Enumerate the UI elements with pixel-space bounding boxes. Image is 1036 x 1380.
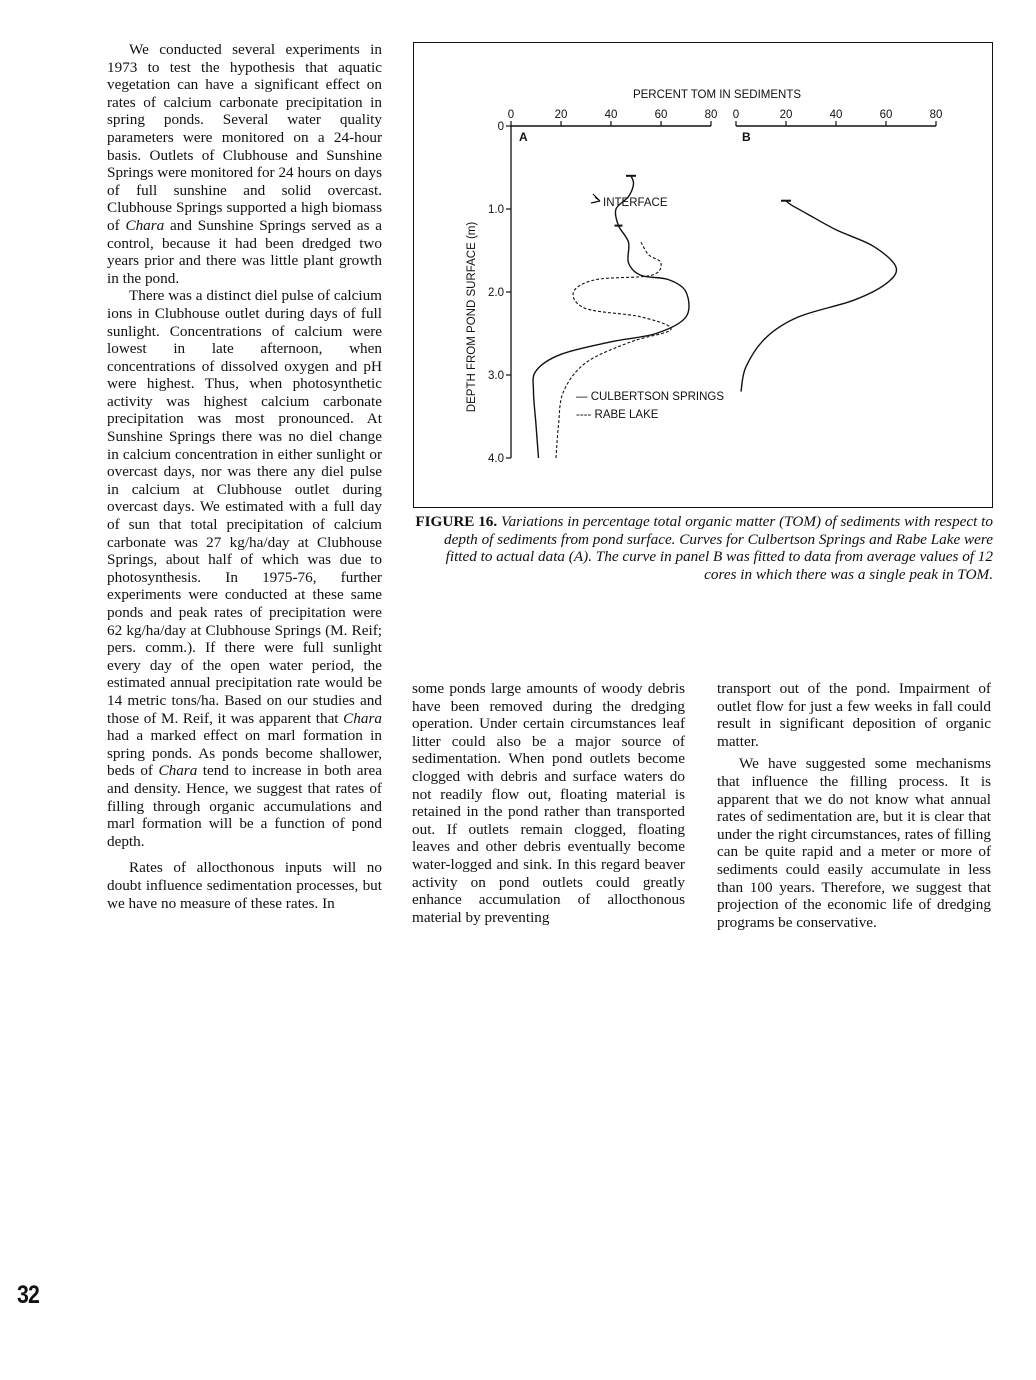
axes	[488, 109, 942, 465]
paragraph-experiments: We conducted several experiments in 1973 to test the hypothesis that aquatic vegetation can have a significant effect on rates of calcium carbonate precipitation in spring ponds. Several water quality parameters were monitored on a 24-hour basis. Outlets of Clubhouse and Sunshine Springs were monitored for 24 hours on days of full sunshine and solid overcast. Clubhouse Springs supported a high biomass of Chara and Sunshine Springs served as a control, because it had been dredged two years prior and there was little plant growth in the pond.	[107, 41, 382, 287]
paragraph-outlet-flow: transport out of the pond. Impairment of outlet flow for just a few weeks in fall could result in significant deposition of organic matter.	[717, 680, 991, 750]
figure-caption	[415, 513, 993, 583]
y-axis-label: DEPTH FROM POND SURFACE (m)	[466, 221, 478, 413]
x-tick-label: 40	[604, 109, 618, 121]
series-line	[741, 201, 896, 392]
y-tick-label: 1.0	[488, 204, 504, 216]
x-tick-label: 20	[779, 109, 793, 121]
interface-annotation: INTERFACE	[603, 197, 668, 209]
x-tick-label: 80	[704, 109, 718, 121]
figure-label: FIGURE 16.	[415, 513, 498, 530]
y-tick-label: 2.0	[488, 287, 504, 299]
tom-depth-chart	[414, 43, 994, 509]
left-text-column	[107, 41, 382, 912]
x-tick-label: 60	[654, 109, 668, 121]
paragraph-allocthonous: Rates of allocthonous inputs will no doubt influence sedimentation processes, but we have no measure of these rates. In	[107, 859, 382, 912]
x-tick-label: 80	[929, 109, 943, 121]
paragraph-mechanisms: We have suggested some mechanisms that influence the filling process. It is apparent that we do not know what annual rates of sedimentation are, but it is clear that under the right circumstances, rates of filling can be quite rapid and a meter or more of sediments could easily accumulate in less than 100 years. Therefore, we suggest that projection of the economic life of dredging programs be conservative.	[717, 755, 991, 931]
y-tick-label: 4.0	[488, 453, 504, 465]
panel-label: A	[519, 130, 528, 144]
interface-arrow	[591, 194, 600, 203]
figure-16	[413, 42, 993, 508]
paragraph-debris: some ponds large amounts of woody debris have been removed during the dredging operation. Under certain circumstances leaf litter could also be a major source of sedimentation. When pond outlets become clogged with debris and surface waters do not readily flow out, floating material is retained in the pond rather than transported out. If outlets remain clogged, floating leaves and other debris eventually become water-logged and sink. In this regard beaver activity on pond outlets could greatly enhance accumulation of allocthonous material by preventing	[412, 680, 685, 926]
x-tick-label: 0	[507, 109, 515, 121]
middle-text-column	[412, 680, 685, 926]
legend-rabe: ---- RABE LAKE	[576, 409, 659, 421]
y-tick-label: 3.0	[488, 370, 504, 382]
page-number: 32	[17, 1281, 39, 1309]
right-text-column	[717, 680, 991, 931]
paragraph-diel-pulse: There was a distinct diel pulse of calcium ions in Clubhouse outlet during days of full sunlight. Concentrations of calcium were lowest in late afternoon, when concentrations of dissolved oxygen and pH were highest. Thus, when photosynthetic activity was highest calcium carbonate precipitation was most pronounced. At Sunshine Springs there was no diel change in calcium concentration in either sunlight or overcast days, nor was there any diel pulse in calcium at Clubhouse outlet during overcast days. We estimated with a full day of sun that total precipitation of calcium carbonate was 27 kg/ha/day at Clubhouse Springs, about half of which was due to photosynthesis. In 1975-76, further experiments were conducted at these same ponds and peak rates of precipitation were 62 kg/ha/day at Clubhouse Springs (M. Reif; pers. comm.). If there were full sunlight every day of the open water period, the estimated annual precipitation rate would be 14 metric tons/ha. Based on our studies and those of M. Reif, it was apparent that Chara had a marked effect on marl formation in spring ponds. As ponds become shallower, beds of Chara tend to increase in both area and density. Hence, we suggest that rates of filling through organic accumulations and marl formation will be a function of pond depth.	[107, 287, 382, 850]
panel-label: B	[742, 130, 751, 144]
legend-culbertson: — CULBERTSON SPRINGS	[576, 391, 725, 403]
x-tick-label: 20	[554, 109, 568, 121]
y-tick-label: 0	[497, 121, 504, 133]
x-tick-label: 40	[829, 109, 843, 121]
x-tick-label: 0	[732, 109, 740, 121]
chart-title: PERCENT TOM IN SEDIMENTS	[632, 89, 802, 101]
x-tick-label: 60	[879, 109, 893, 121]
caption-text: Variations in percentage total organic matter (TOM) of sediments with respect to depth of sediments from pond surface. Curves for Culbertson Springs and Rabe Lake were fitted to actual data (A). The curve in panel B was fitted to data from average values of 12 cores in which there was a single peak in TOM.	[444, 513, 993, 583]
